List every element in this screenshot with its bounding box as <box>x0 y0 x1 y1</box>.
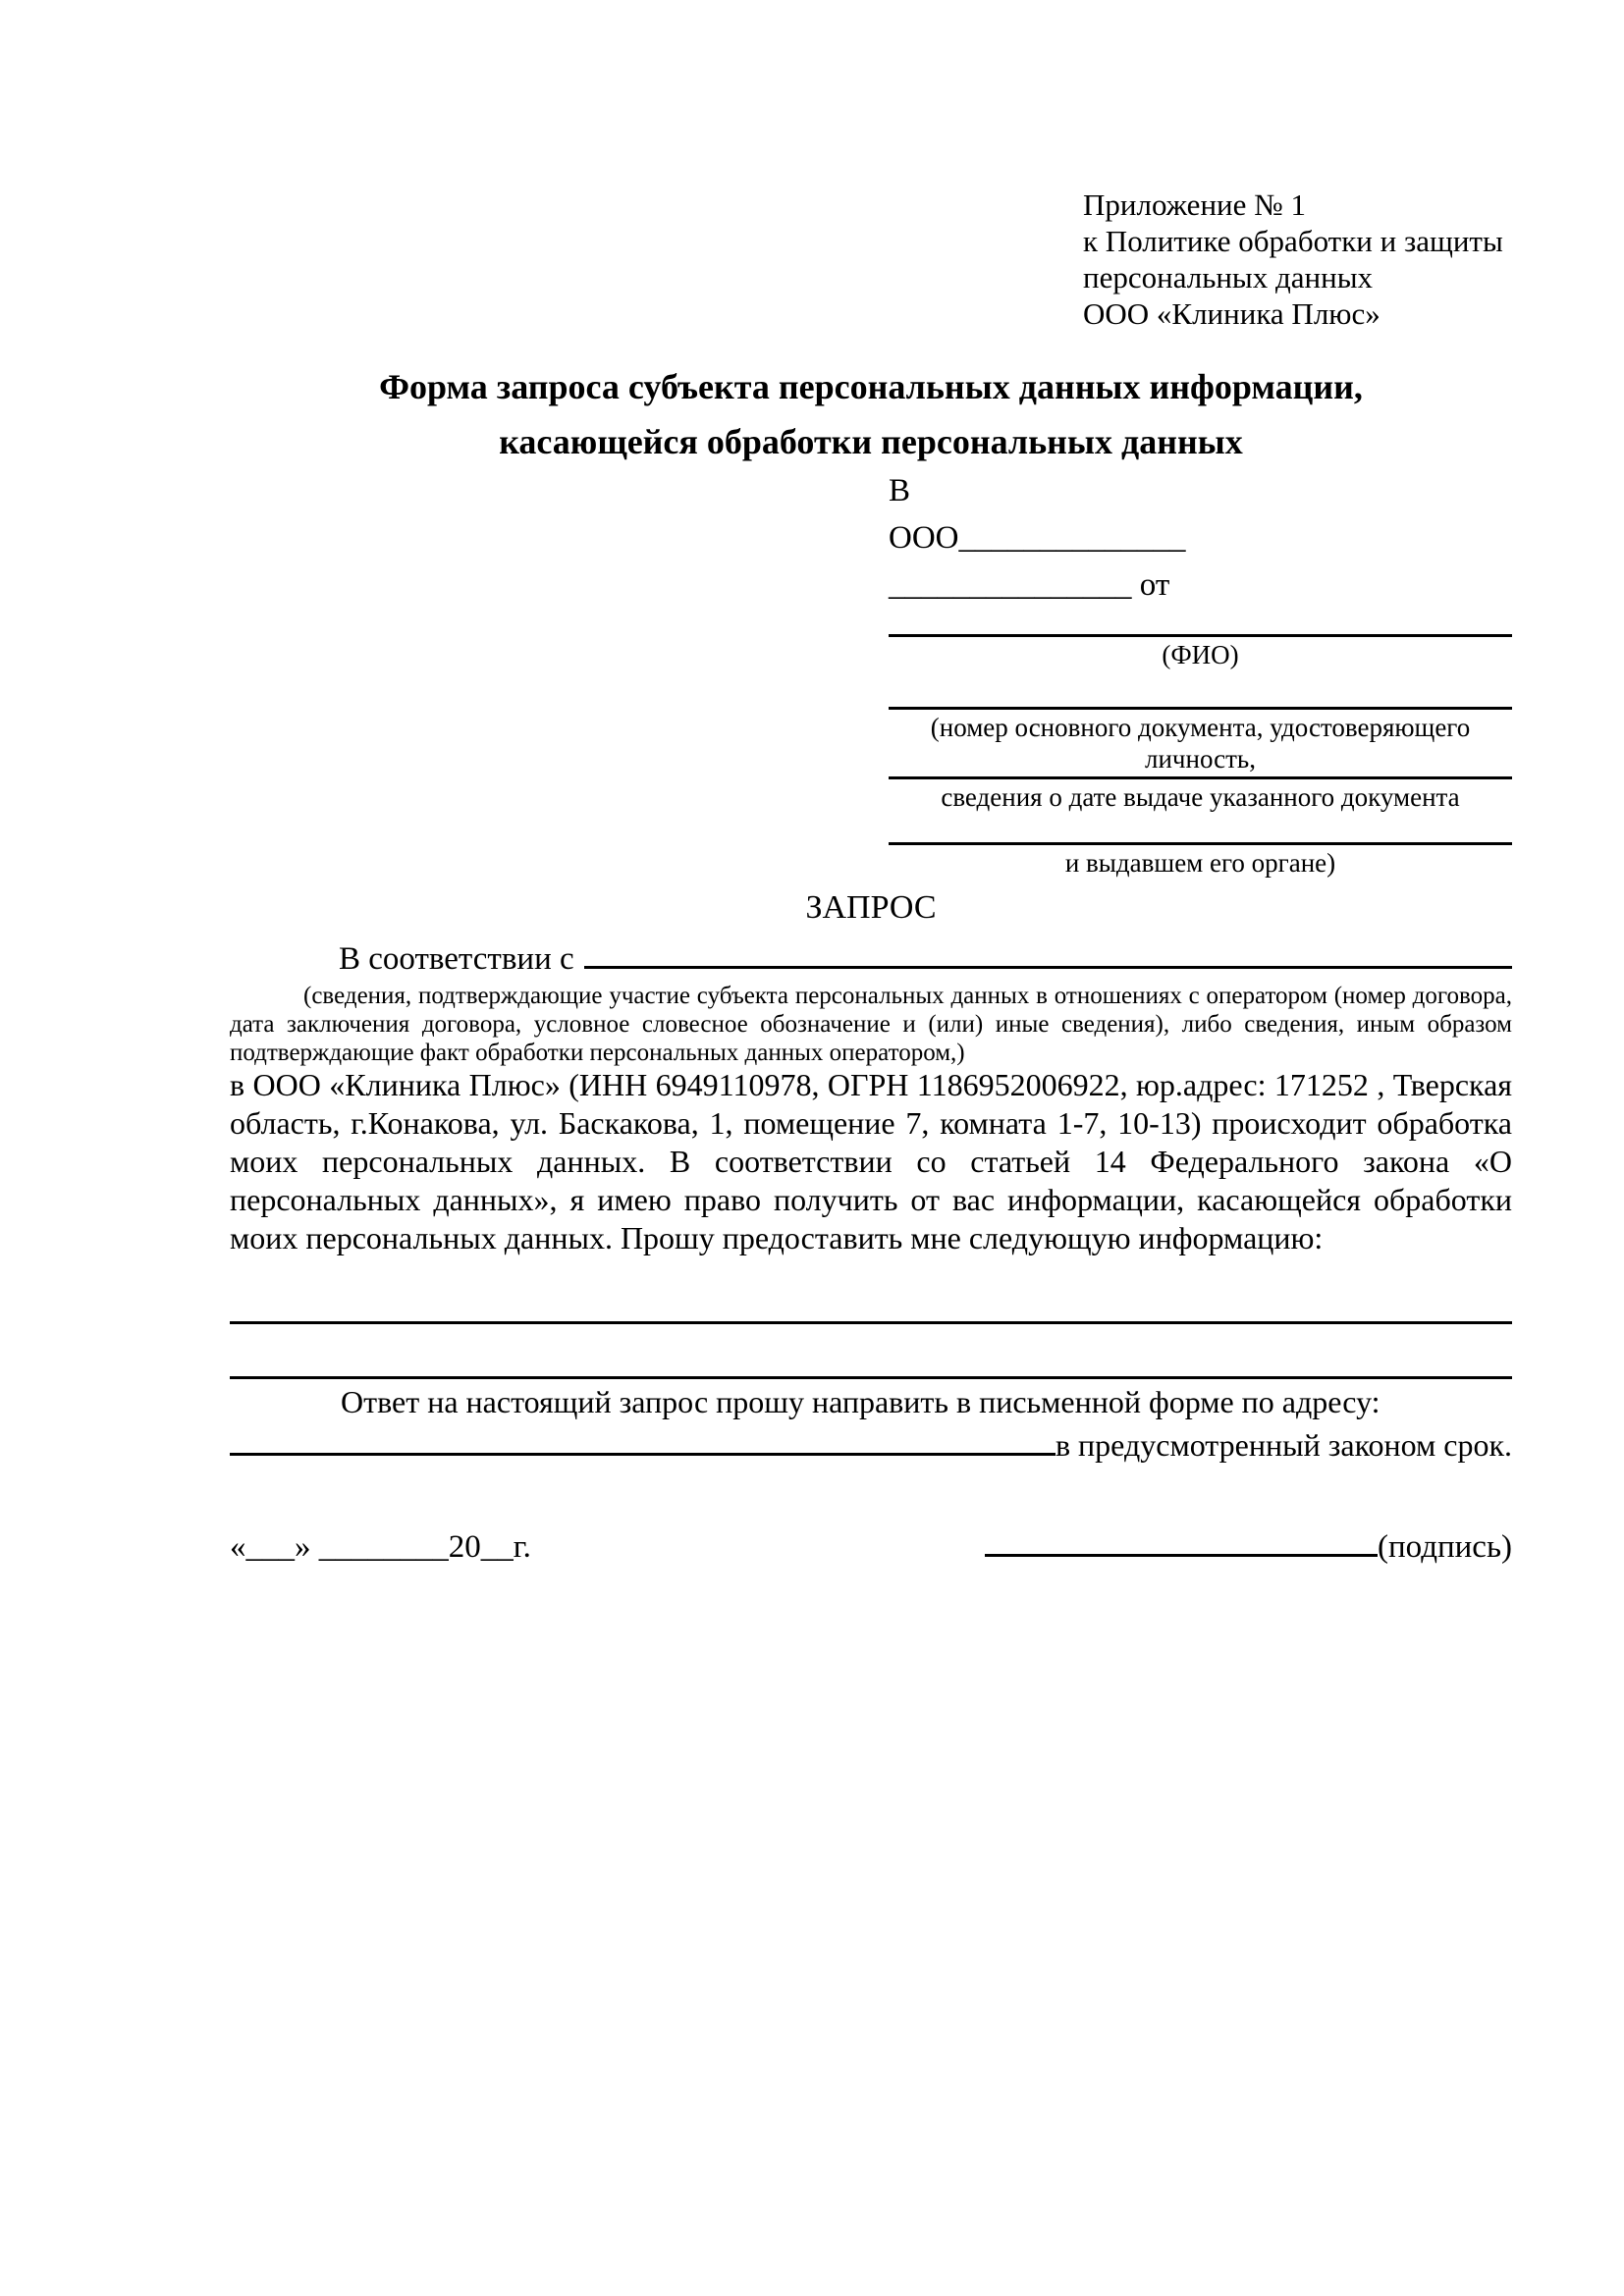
appendix-note <box>1083 187 1535 332</box>
date-field: «___» ________20__г. <box>230 1529 531 1565</box>
fio-fill-line <box>889 634 1512 637</box>
issuing-authority-caption: и выдавшем его органе) <box>1064 848 1336 878</box>
reply-address-row <box>230 1421 1512 1464</box>
issue-date-fill-line <box>889 776 1512 779</box>
document-title-line: Форма запроса субъекта персональных данных информации, <box>379 367 1363 406</box>
issue-date-caption: сведения о дате выдаче указанного документа <box>941 782 1460 812</box>
accordance-row <box>230 933 1512 978</box>
request-body-paragraph: в ООО «Клиника Плюс» (ИНН 6949110978, ОГРН 1186952006922, юр.адрес: 171252 , Тверская область, г.Конакова, ул. Баскакова, 1, помещение 7, комната 1-7, 10-13) происходит обработка моих персональных данных. В соответствии со статьей 14 Федерального закона «О персональных данных», я имею право получить от вас информации, касающейся обработки моих персональных данных. Прошу предоставить мне следующую информацию: <box>230 1067 1512 1255</box>
appendix-note-line: Приложение № 1 <box>1083 187 1306 222</box>
signature-caption: (подпись) <box>1378 1529 1512 1565</box>
accordance-prefix: В соответствии с <box>339 941 574 977</box>
signature-block <box>985 1522 1512 1566</box>
reply-address-fill-line <box>230 1421 1056 1456</box>
appendix-note-line: к Политике обработки и защиты <box>1083 224 1503 258</box>
fio-caption: (ФИО) <box>1162 640 1239 669</box>
information-fill-line-1 <box>230 1321 1512 1324</box>
addressee-company-field: ООО______________ <box>889 520 1186 556</box>
legal-note: (сведения, подтверждающие участие субъекта персональных данных в отношениях с оператором (номер договора, дата заключения договора, условное словесное обозначение и (или) иные сведения), либо сведения, иным образом подтверждающие факт обработки персональных данных оператором,) <box>230 983 1512 1066</box>
issuing-authority-fill-line <box>889 842 1512 845</box>
document-title-line: касающейся обработки персональных данных <box>499 422 1243 461</box>
addressee-from-field: _______________ от <box>889 567 1170 603</box>
reply-instruction: Ответ на настоящий запрос прошу направить в письменной форме по адресу: <box>341 1384 1380 1419</box>
information-fill-line-2 <box>230 1376 1512 1379</box>
appendix-note-line: персональных данных <box>1083 260 1374 294</box>
signature-fill-line <box>985 1522 1378 1557</box>
accordance-fill-line <box>584 933 1512 969</box>
reply-suffix: в предусмотренный законом срок. <box>1055 1427 1512 1463</box>
document-number-fill-line <box>889 707 1512 710</box>
document-number-caption: (номер основного документа, удостоверяющего личность, <box>930 713 1471 774</box>
appendix-note-line: ООО «Клиника Плюс» <box>1083 296 1380 331</box>
signature-row <box>230 1522 1512 1566</box>
request-heading: ЗАПРОС <box>805 889 937 926</box>
document-title <box>230 359 1512 469</box>
addressee-to: В <box>889 473 911 508</box>
